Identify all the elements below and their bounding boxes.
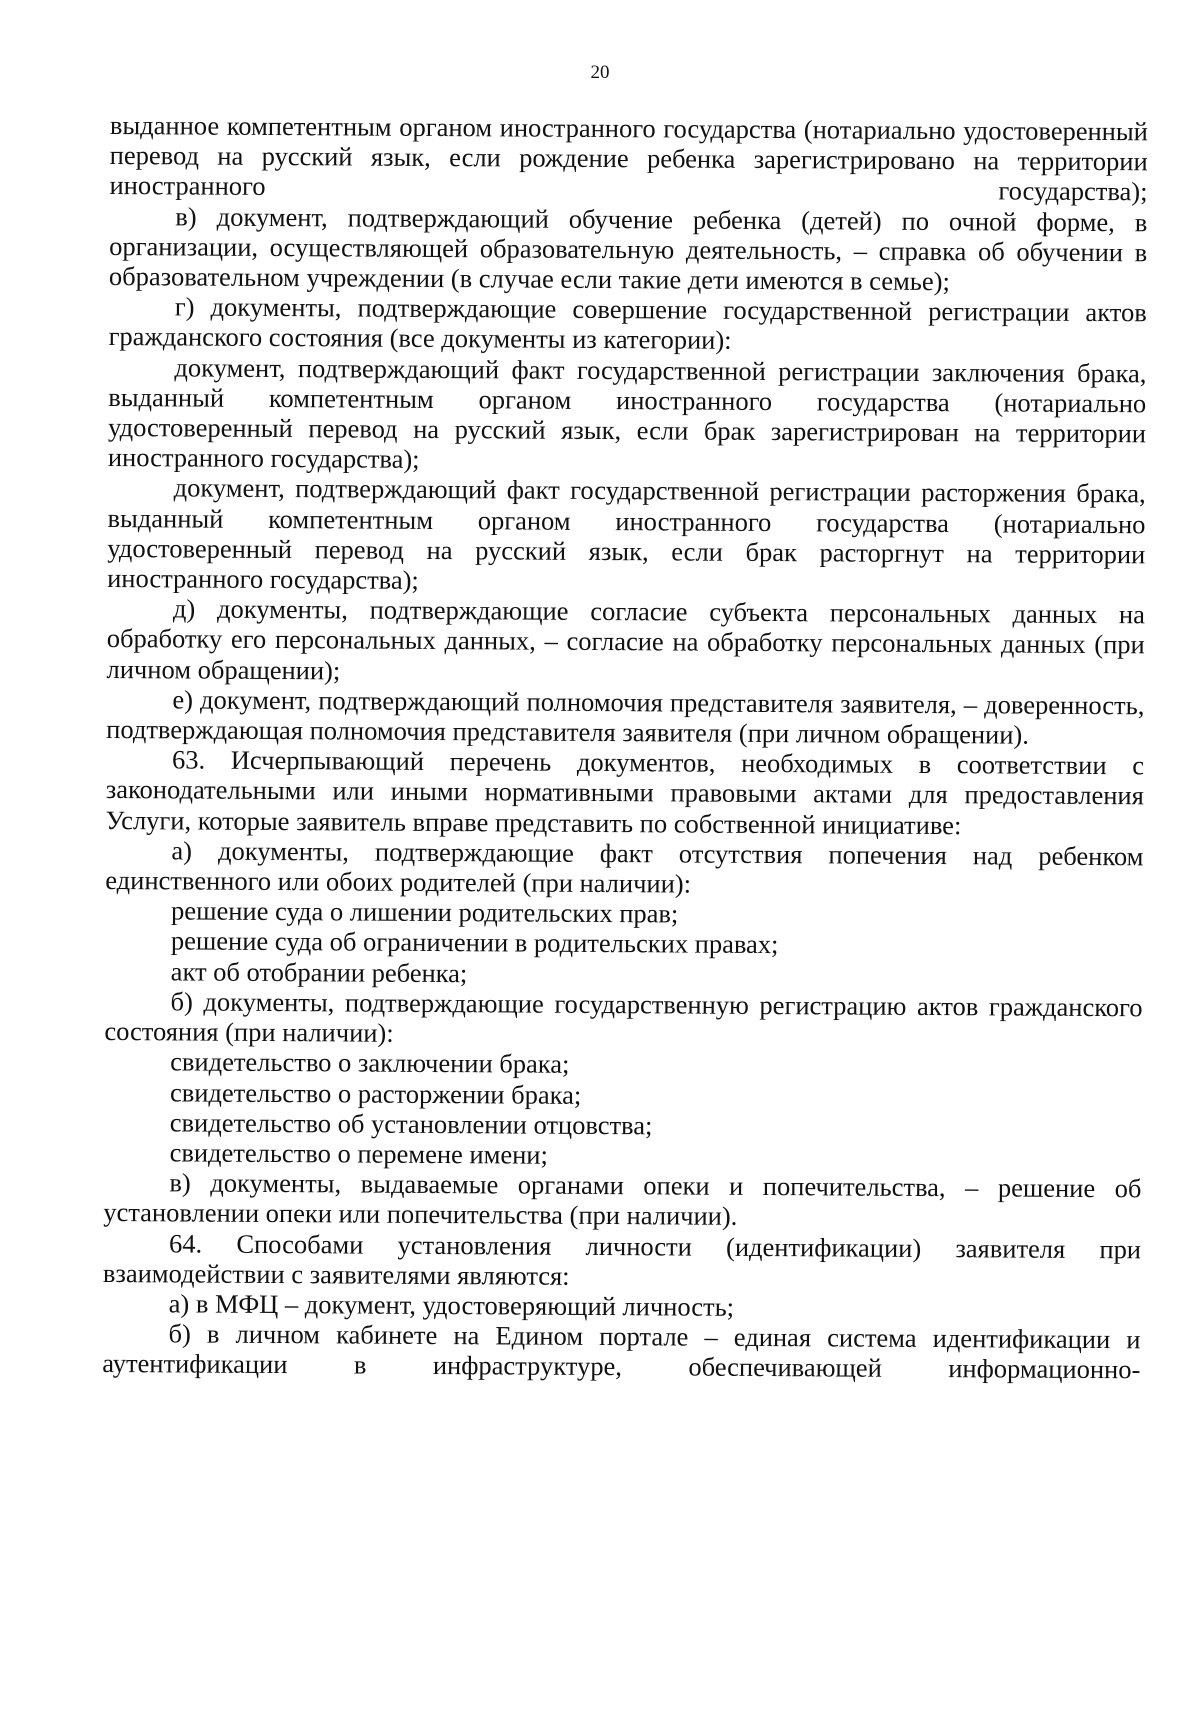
document-body [102, 110, 1148, 1385]
list-item: акт об отобрании ребенка; [170, 956, 468, 988]
paragraph: г) документы, подтверждающие совершение государственной регистрации актов гражданского состояния (все документы из категории): [108, 291, 1147, 356]
paragraph: 64. Способами установления личности (идентификации) заявителя при взаимодействии с заявителями являются: [102, 1227, 1142, 1291]
paragraph: б) документы, подтверждающие государственную регистрацию актов гражданского состояния (при наличии): [104, 986, 1143, 1048]
list-item: свидетельство о заключении брака; [170, 1046, 570, 1080]
paragraph: 63. Исчерпывающий перечень документов, необходимых в соответствии с законодательными или иными нормативными правовыми актами для предоставления Услуги, которые заявитель вправе представить по собственной инициативе: [105, 744, 1145, 840]
paragraph: б) в личном кабинете на Едином портале – единая система идентификации и аутентификации в инфраструктуре, обеспечивающей информационно- [102, 1318, 1141, 1385]
paragraph: в) документ, подтверждающий обучение ребенка (детей) по очной форме, в организации, осуществляющей образовательную деятельность, – справка об обучении в образовательном учреждении (в случае если такие дети имеются в семье); [108, 201, 1148, 297]
paragraph: д) документы, подтверждающие согласие субъекта персональных данных на обработку его персональных данных, – согласие на обработку персональных данных (при личном обращении); [106, 593, 1146, 686]
list-item: свидетельство о расторжении брака; [169, 1076, 582, 1110]
list-item: свидетельство о перемене имени; [169, 1137, 548, 1170]
list-item: решение суда об ограничении в родительских правах; [170, 925, 779, 960]
page-number: 20 [590, 62, 610, 83]
paragraph: в) документы, выдаваемые органами опеки и попечительства, – решение об установлении опеки или попечительства (при наличии). [103, 1167, 1142, 1232]
paragraph: а) в МФЦ – документ, удостоверяющий личность; [168, 1288, 735, 1322]
list-item: свидетельство об установлении отцовства; [169, 1107, 653, 1141]
paragraph: документ, подтверждающий факт государственной регистрации расторжения брака, выданный компетентным органом иностранного государства (нотариально удостоверенный перевод на русский язык, если брак расторгнут на территории иностранного государства); [107, 472, 1146, 595]
paragraph: выданное компетентным органом иностранного государства (нотариально удостоверенный перевод на русский язык, если рождение ребенка зарегистрировано на территории иностранного государства); [109, 110, 1148, 207]
list-item: решение суда о лишении родительских прав; [171, 895, 679, 929]
paragraph: документ, подтверждающий факт государственной регистрации заключения брака, выданный компетентным органом иностранного государства (нотариально удостоверенный перевод на русский язык, если брак зарегистрирован на территории иностранного государства); [107, 352, 1147, 475]
paragraph: а) документы, подтверждающие факт отсутствия попечения над ребенком единственного или обоих родителей (при наличии): [105, 835, 1144, 899]
paragraph: е) документ, подтверждающий полномочия представителя заявителя, – доверенность, подтверждающая полномочия представителя заявителя (при личном обращении). [106, 684, 1145, 750]
